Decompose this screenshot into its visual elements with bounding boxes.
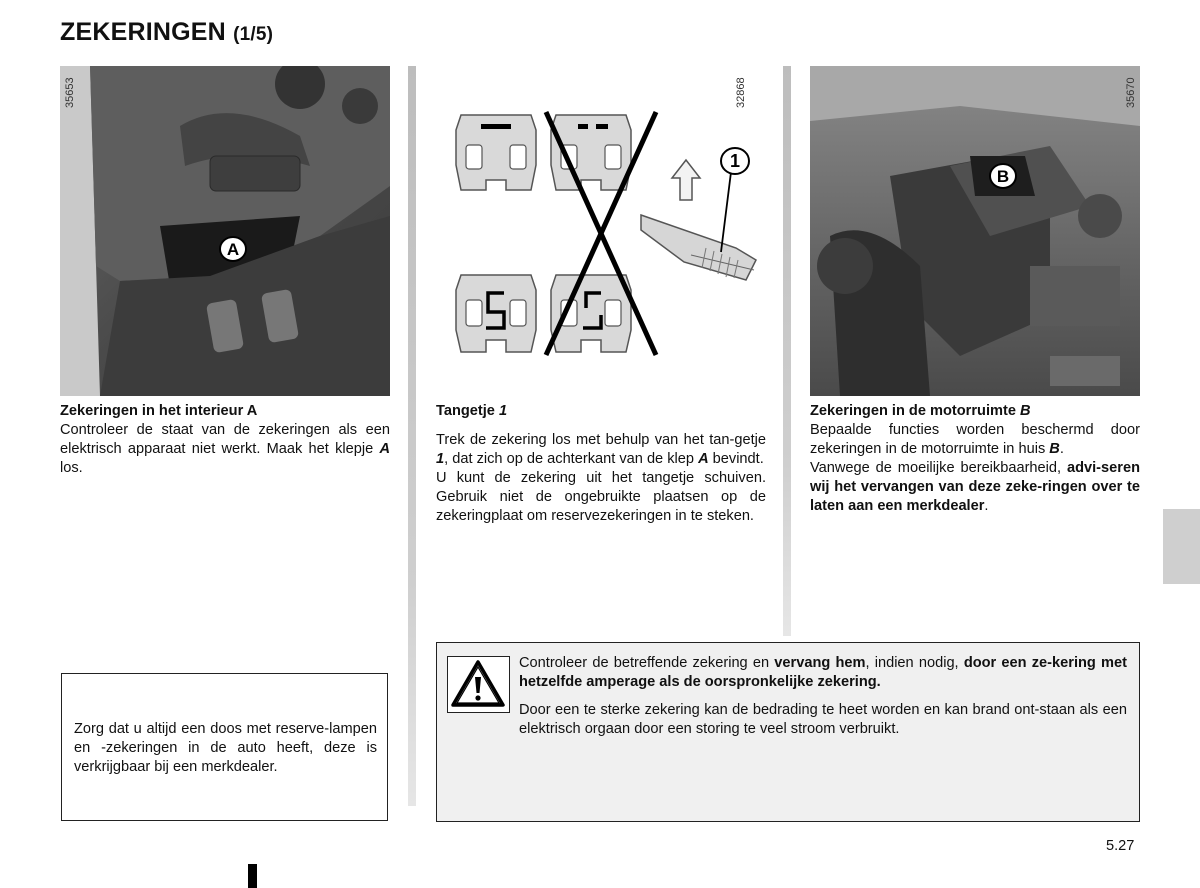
engine-fuse-p1-end: . xyxy=(1059,441,1064,457)
engine-fuse-heading-text: Zekeringen in de motorruimte xyxy=(810,403,1021,419)
warning-text xyxy=(519,654,1127,748)
interior-fuse-body xyxy=(60,421,390,478)
warning-paragraph-1 xyxy=(519,654,1127,692)
engine-fuse-p2-end: . xyxy=(984,498,989,514)
tweezer-p1-text-3: bevindt. xyxy=(708,451,764,467)
fuse-diagram xyxy=(436,70,766,360)
warning-p1-text-2: , indien nodig, xyxy=(865,655,964,671)
warning-p1-bold-1: vervang hem xyxy=(774,655,866,671)
warning-p1-text: Controleer de betreffende zekering en xyxy=(519,655,775,671)
interior-fuse-body-end: los. xyxy=(60,460,83,476)
callout-1 xyxy=(719,146,751,176)
callout-b xyxy=(988,162,1018,190)
middle-figure-ref: 32868 xyxy=(735,77,747,108)
tweezer-heading xyxy=(436,402,766,421)
callout-1-label: 1 xyxy=(729,151,741,171)
tweezer-heading-num: 1 xyxy=(498,403,508,419)
right-figure-ref: 35670 xyxy=(1125,77,1137,108)
left-figure-ref: 35653 xyxy=(64,77,76,108)
engine-fuse-p1-b: B xyxy=(1049,441,1060,457)
engine-fuse-paragraph-2 xyxy=(810,459,1140,516)
warning-box xyxy=(436,642,1140,822)
chapter-tab xyxy=(1163,509,1200,584)
engine-fusebox-photo xyxy=(810,66,1140,396)
interior-fuse-section xyxy=(60,402,390,478)
interior-fusebox-photo xyxy=(60,66,390,396)
interior-fuse-body-a: A xyxy=(379,441,390,457)
warning-triangle-icon xyxy=(447,656,510,713)
tweezer-p1-num: 1 xyxy=(436,451,445,467)
tweezer-p1-text: Trek de zekering los met behulp van het tan-getje xyxy=(436,432,766,448)
column-divider-2 xyxy=(783,66,791,636)
spare-fuses-note-text: Zorg dat u altijd een doos met reserve-lampen en -zekeringen in de auto heeft, deze is verkrijgbaar bij een merkdealer. xyxy=(74,721,377,775)
tweezer-paragraph-2: U kunt de zekering uit het tangetje schuiven. Gebruik niet de ongebruikte plaatsen op de zekeringplaat om reservezekeringen in te steken. xyxy=(436,470,766,524)
column-divider-1 xyxy=(408,66,416,806)
spare-fuses-note xyxy=(61,673,388,821)
page-title xyxy=(60,18,273,47)
crop-mark xyxy=(248,864,257,888)
interior-fuse-heading: Zekeringen in het interieur A xyxy=(60,403,258,419)
callout-a xyxy=(218,235,248,263)
tweezer-p1-text-2: , dat zich op de achterkant van de klep xyxy=(444,451,699,467)
callout-b-label: B xyxy=(996,167,1010,186)
page-number: 5.27 xyxy=(1106,838,1135,854)
engine-fuse-paragraph-1 xyxy=(810,421,1140,459)
tweezer-heading-text: Tangetje xyxy=(436,403,499,419)
warning-paragraph-2: Door een te sterke zekering kan de bedrading te heet worden en kan brand ont-staan als een elektrisch orgaan door een storing te veel stroom verbruikt. xyxy=(519,702,1127,737)
engine-fuse-p2-text: Vanwege de moeilijke bereikbaarheid, xyxy=(810,460,1067,476)
callout-a-label: A xyxy=(226,240,240,259)
tweezer-p1-a: A xyxy=(698,451,709,467)
title-subtitle: (1/5) xyxy=(233,24,274,45)
engine-fuse-p1-text: Bepaalde functies worden beschermd door zekeringen in de motorruimte in huis xyxy=(810,422,1140,457)
tweezer-paragraph-1 xyxy=(436,431,766,469)
engine-fuse-heading xyxy=(810,402,1140,421)
engine-fuse-p2-bold: advi-seren wij het vervangen van deze zeke-ringen over te laten aan een merkdealer xyxy=(810,460,1140,514)
interior-fuse-body-text: Controleer de staat van de zekeringen als een elektrisch apparaat niet werkt. Maak het klepje xyxy=(60,422,390,457)
engine-fuse-heading-b: B xyxy=(1020,403,1031,419)
engine-fuse-section xyxy=(810,402,1140,516)
tweezer-section xyxy=(436,402,766,526)
title-main: ZEKERINGEN xyxy=(60,18,226,46)
warning-p1-bold-2: door een ze-kering met hetzelfde amperage als de oorspronkelijke zekering. xyxy=(519,655,1127,690)
